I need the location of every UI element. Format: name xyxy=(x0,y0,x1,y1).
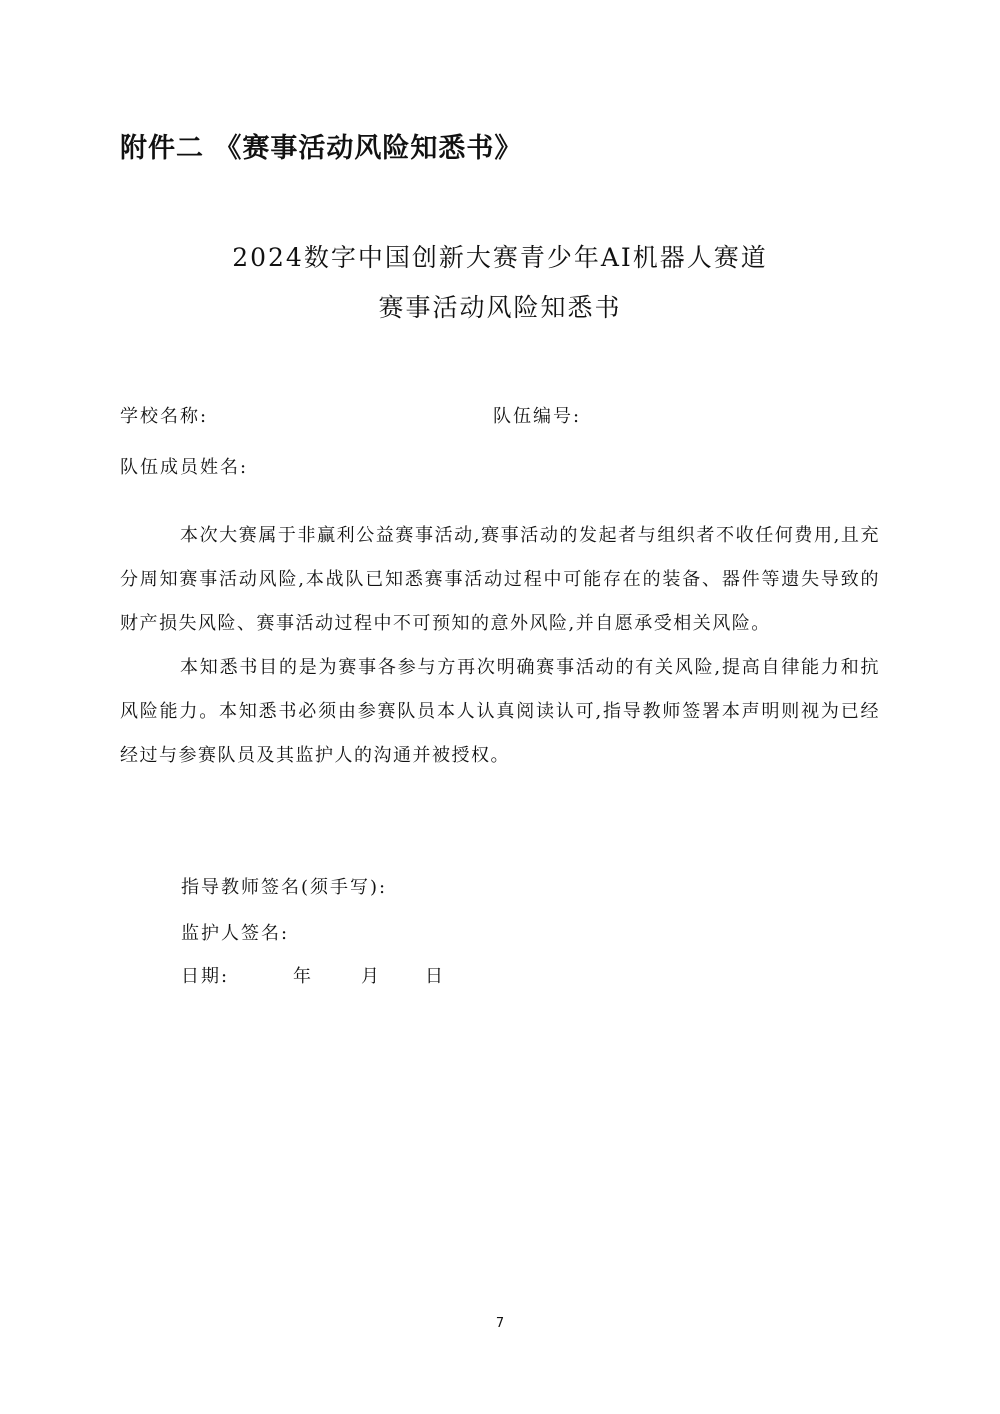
date-year-label: 年 xyxy=(293,966,311,987)
document-title-line1: 2024数字中国创新大赛青少年AI机器人赛道 xyxy=(232,243,768,272)
team-members-label: 队伍成员姓名: xyxy=(120,457,249,478)
date-month-label: 月 xyxy=(361,966,379,987)
body-paragraph-1: 本次大赛属于非赢利公益赛事活动,赛事活动的发起者与组织者不收任何费用,且充分周知赛事活动风险,本战队已知悉赛事活动过程中可能存在的装备、器件等遗失导致的财产损失风险、赛事活动过程中不可预知的意外风险,并自愿承受相关风险。 xyxy=(120,525,880,634)
document-title-line2: 赛事活动风险知悉书 xyxy=(378,293,622,322)
body-paragraph-2: 本知悉书目的是为赛事各参与方再次明确赛事活动的有关风险,提高自律能力和抗风险能力。本知悉书必须由参赛队员本人认真阅读认可,指导教师签署本声明则视为已经经过与参赛队员及其监护人的沟通并被授权。 xyxy=(120,657,880,766)
guardian-signature-label: 监护人签名: xyxy=(181,923,290,944)
date-day-label: 日 xyxy=(425,966,443,987)
team-number-label: 队伍编号: xyxy=(493,406,582,427)
date-label: 日期: xyxy=(181,966,230,987)
teacher-signature-label: 指导教师签名(须手写): xyxy=(181,877,388,898)
page-number: 7 xyxy=(495,1316,505,1331)
school-name-label: 学校名称: xyxy=(120,406,209,427)
attachment-title: 附件二 《赛事活动风险知悉书》 xyxy=(120,133,523,164)
